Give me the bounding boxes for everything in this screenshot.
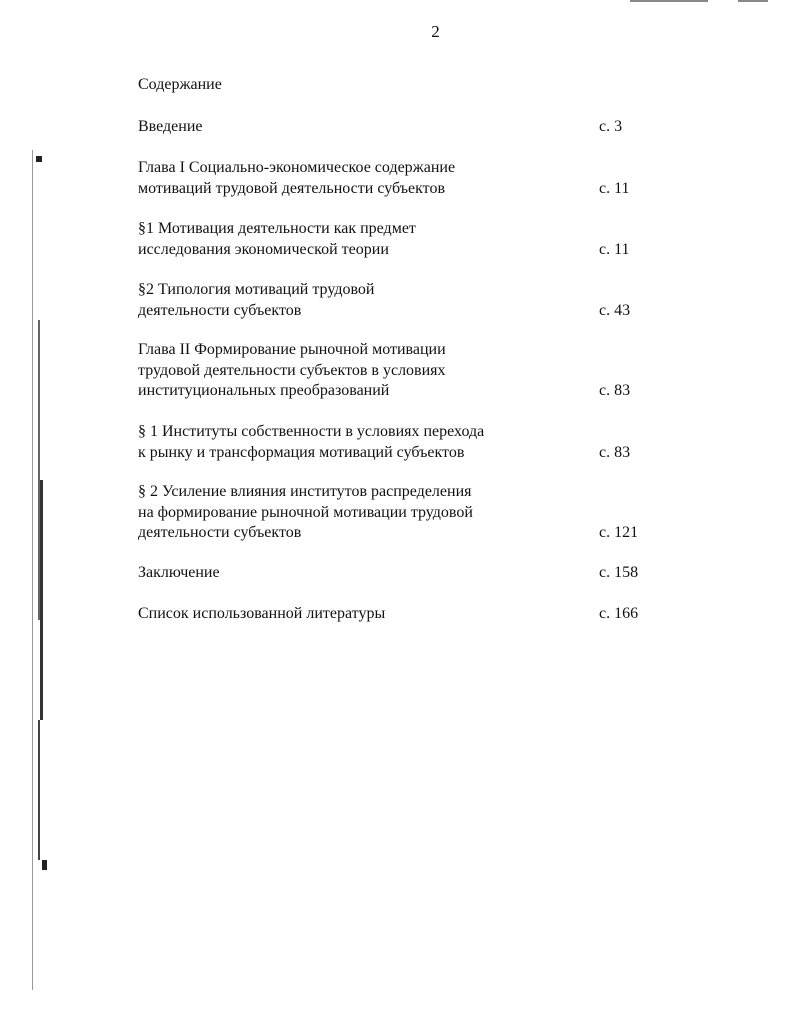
toc-entry — [138, 280, 658, 321]
toc-entry-page: с. 11 — [599, 179, 630, 197]
toc-entry-text: §2 Типология мотиваций трудовой деятельности субъектов — [138, 281, 375, 319]
toc-entry-page: с. 43 — [599, 301, 631, 319]
toc-entry-page: с. 11 — [599, 240, 630, 258]
toc-title: Содержание — [138, 76, 222, 93]
toc-entry-page: с. 121 — [599, 524, 639, 541]
toc-entry-page: с. 158 — [599, 564, 639, 581]
toc-entry-text: Глава II Формирование рыночной мотивации трудовой деятельности субъектов в условиях институциональных преобразований — [138, 341, 446, 399]
toc-entry-page: с. 83 — [599, 443, 631, 461]
toc-entry — [138, 422, 658, 463]
toc-entry-text: Введение — [138, 118, 203, 135]
page-number: 2 — [431, 22, 440, 41]
toc-entry-text: Список использованной литературы — [138, 605, 386, 622]
toc-entry — [138, 604, 658, 625]
toc-entry-text: Глава I Социально-экономическое содержание мотиваций трудовой деятельности субъектов — [138, 159, 456, 197]
toc-entry-text: §1 Мотивация деятельности как предмет исследования экономической теории — [138, 220, 416, 258]
toc-entry-text: § 1 Институты собственности в условиях перехода к рынку и трансформация мотиваций субъектов — [138, 423, 485, 461]
toc-entry-page: с. 166 — [599, 605, 639, 622]
toc-entry — [138, 158, 658, 199]
toc-entry-page: с. 83 — [599, 382, 631, 399]
toc-entry-text: § 2 Усиление влияния институтов распределения на формирование рыночной мотивации трудовой деятельности субъектов — [138, 483, 473, 541]
toc-entry — [138, 563, 658, 584]
toc-entry — [138, 117, 658, 138]
toc-entry — [138, 482, 658, 544]
scan-artifact — [738, 0, 768, 2]
toc-entry — [138, 219, 658, 260]
toc-entry-page: с. 3 — [599, 118, 623, 135]
binding-edge-artifact — [30, 120, 52, 1034]
toc-entry-text: Заключение — [138, 564, 220, 581]
scan-artifact — [630, 0, 708, 2]
toc-entry — [138, 340, 658, 402]
